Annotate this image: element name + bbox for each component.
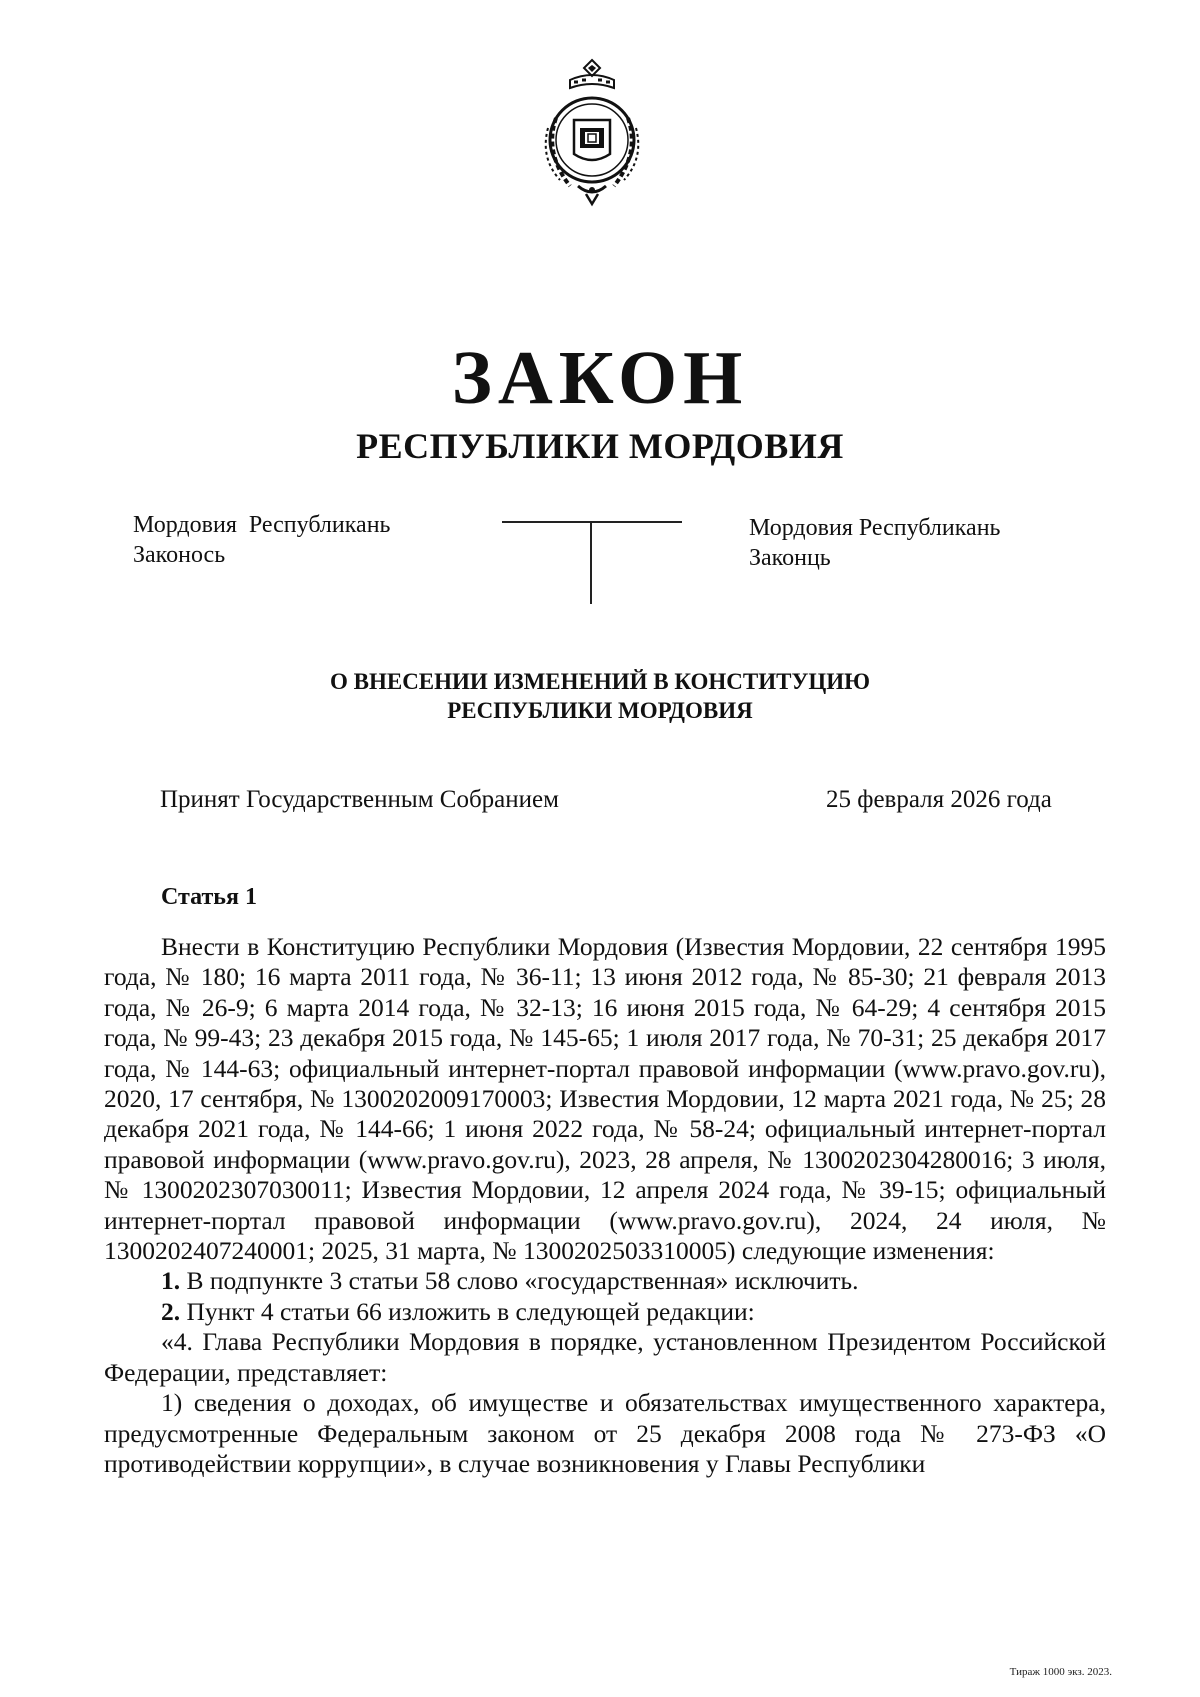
header-divider-vertical bbox=[590, 521, 592, 604]
quoted-paragraph-2: 1) сведения о доходах, об имуществе и обязательствах имущественного характера, предусмотренные Федеральным законом от 25 декабря 2008 года № 273-ФЗ «О противодействии коррупции», в случае возникновения у Главы Республики bbox=[104, 1388, 1106, 1478]
law-title: ЗАКОН bbox=[451, 336, 749, 420]
adoption-date: 25 февраля 2026 года bbox=[826, 786, 1052, 813]
article-body bbox=[104, 932, 1106, 1479]
adopted-by: Принят Государственным Собранием bbox=[160, 786, 559, 813]
coat-of-arms-icon bbox=[530, 58, 654, 208]
article-item-1-number: 1. bbox=[161, 1266, 181, 1296]
mordovian-header-right bbox=[749, 513, 1000, 573]
law-subtitle: РЕСПУБЛИКИ МОРДОВИЯ bbox=[356, 426, 844, 466]
act-title bbox=[0, 667, 1200, 725]
act-title-line2: РЕСПУБЛИКИ МОРДОВИЯ bbox=[447, 698, 753, 723]
article-item-2 bbox=[104, 1297, 1106, 1327]
print-run-note: Тираж 1000 экз. 2023. bbox=[1009, 1666, 1112, 1678]
article-intro-paragraph: Внести в Конституцию Республики Мордовия (Известия Мордовии, 22 сентября 1995 года, № 180; 16 марта 2011 года, № 36-11; 13 июня 2012 года, № 85-30; 21 февраля 2013 года, № 26-9; 6 марта 2014 года, № 32-13; 16 июня 2015 года, № 64-29; 4 сентября 2015 года, № 99-43; 23 декабря 2015 года, № 145-65; 1 июля 2017 года, № 70-31; 25 декабря 2017 года, № 144-63; официальный интернет-портал правовой информации (www.pravo.gov.ru), 2020, 17 сентября, № 1300202009170003; Известия Мордовии, 12 марта 2021 года, № 25; 28 декабря 2021 года, № 144-66; 1 июня 2022 года, № 58-24; официальный интернет-портал правовой информации (www.pravo.gov.ru), 2023, 28 апреля, № 1300202304280016; 3 июля, № 1300202307030011; Известия Мордовии, 12 апреля 2024 года, № 39-15; официальный интернет-портал правовой информации (www.pravo.gov.ru), 2024, 24 июля, № 1300202407240001; 2025, 31 марта, № 1300202503310005) следующие изменения: bbox=[104, 932, 1106, 1266]
article-item-1-text: В подпункте 3 статьи 58 слово «государственная» исключить. bbox=[186, 1266, 859, 1296]
article-heading: Статья 1 bbox=[161, 884, 257, 910]
act-title-line1: О ВНЕСЕНИИ ИЗМЕНЕНИЙ В КОНСТИТУЦИЮ bbox=[329, 669, 871, 694]
mordovian-header-left-line2: Законось bbox=[133, 542, 226, 568]
mordovian-header-right-line2: Законць bbox=[749, 545, 831, 571]
mordovian-header-left bbox=[133, 510, 390, 570]
mordovian-header-right-line1: Мордовия Республикань bbox=[749, 515, 1001, 541]
mordovian-header-left-line1: Мордовия Республикань bbox=[133, 512, 391, 538]
article-item-2-number: 2. bbox=[161, 1296, 181, 1326]
quoted-paragraph-1: «4. Глава Республики Мордовия в порядке, установленном Президентом Российской Федерации, представляет: bbox=[104, 1327, 1106, 1387]
article-item-2-text: Пункт 4 статьи 66 изложить в следующей редакции: bbox=[186, 1296, 755, 1326]
article-item-1 bbox=[104, 1266, 1106, 1296]
header-divider-horizontal bbox=[502, 521, 682, 523]
